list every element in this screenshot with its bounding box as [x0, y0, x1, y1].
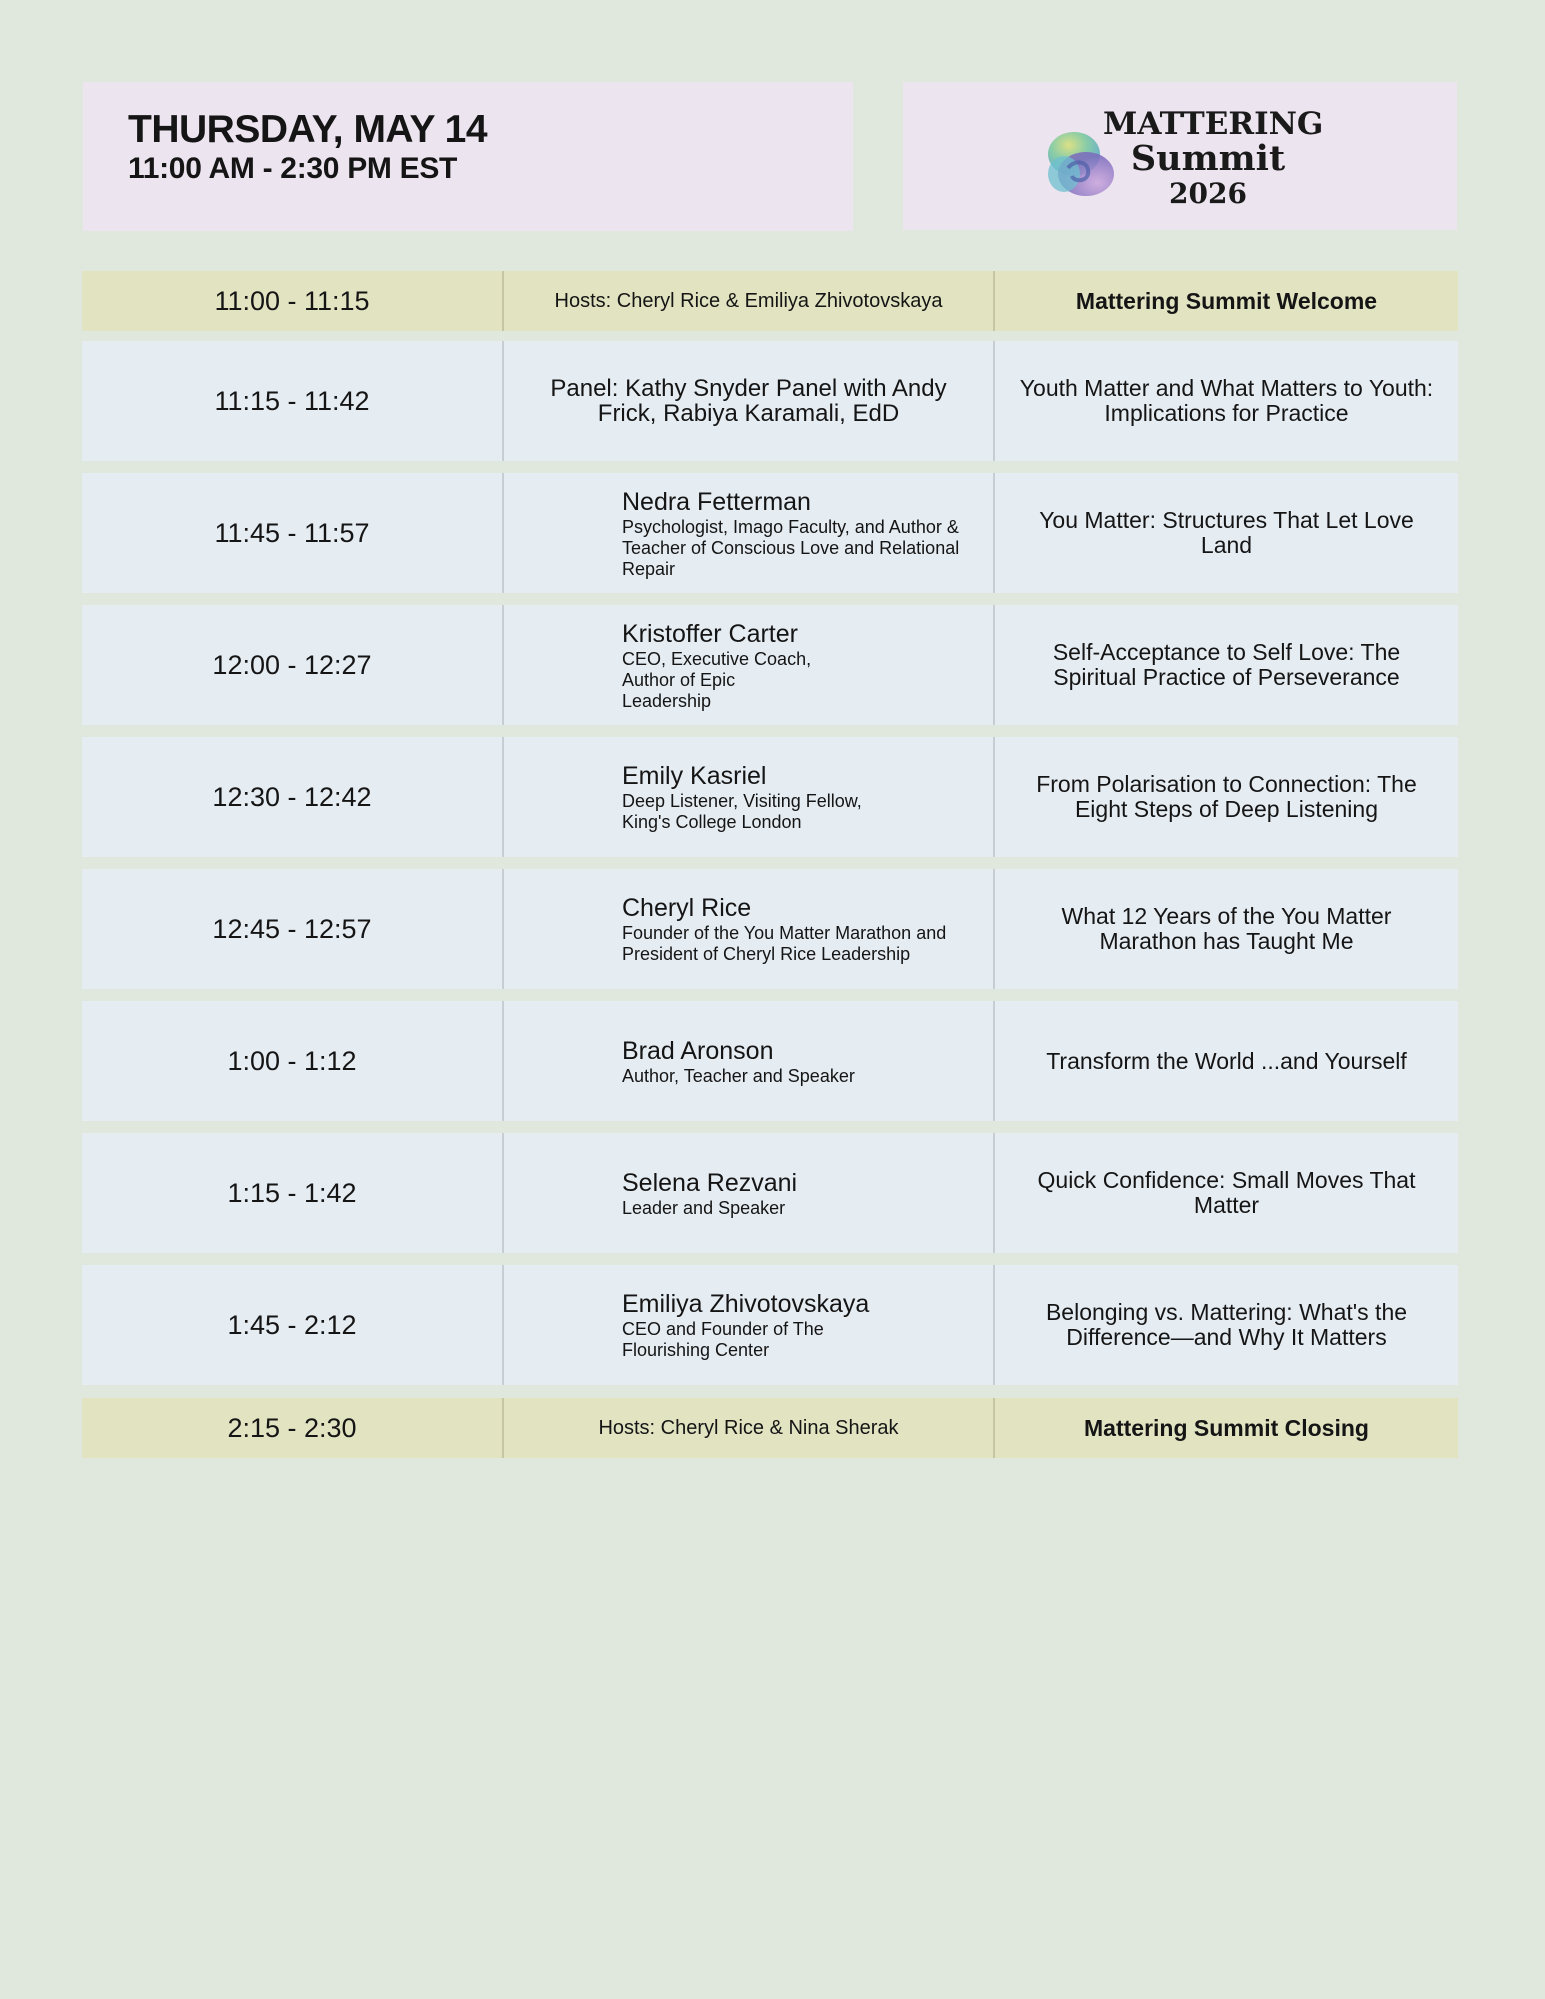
session-title: Mattering Summit Welcome [1075, 287, 1378, 314]
speaker-role: Author, Teacher and Speaker [622, 1065, 855, 1086]
hosts-label: Hosts: Cheryl Rice & Emiliya Zhivotovskaya [554, 289, 943, 312]
schedule-row [82, 605, 1458, 725]
session-time: 11:00 - 11:15 [82, 271, 504, 331]
session-time: 1:15 - 1:42 [82, 1133, 504, 1253]
session-speaker [504, 869, 995, 989]
speaker-role: Founder of the You Matter Marathon and President of Cheryl Rice Leadership [622, 923, 947, 964]
session-time: 12:45 - 12:57 [82, 869, 504, 989]
session-speaker [504, 473, 995, 593]
session-time: 2:15 - 2:30 [82, 1398, 504, 1458]
session-time: 1:00 - 1:12 [82, 1001, 504, 1121]
speaker-role: CEO, Executive Coach, Author of Epic Leadership [622, 648, 812, 711]
session-title: Mattering Summit Closing [1084, 1414, 1369, 1441]
schedule-row [82, 473, 1458, 593]
schedule-row-welcome [82, 271, 1458, 331]
session-hosts [504, 1398, 995, 1458]
session-speaker [504, 1133, 995, 1253]
logo-line-mattering: MATTERING [1103, 106, 1324, 142]
session-title: Belonging vs. Mattering: What's the Difference—and Why It Matters [1045, 1299, 1408, 1350]
session-speaker [504, 605, 995, 725]
event-date: THURSDAY, MAY 14 [128, 108, 488, 151]
schedule-row [82, 1001, 1458, 1121]
logo-wordmark [1103, 106, 1324, 211]
speaker-role: Deep Listener, Visiting Fellow, King's College London [622, 791, 862, 832]
speaker-name: Brad Aronson [622, 1036, 774, 1065]
speaker-name: Selena Rezvani [622, 1168, 798, 1197]
session-title: Quick Confidence: Small Moves That Matter [1037, 1167, 1416, 1218]
speaker-name: Emiliya Zhivotovskaya [622, 1290, 870, 1318]
session-speaker [504, 1001, 995, 1121]
speaker-name: Emily Kasriel [622, 762, 767, 790]
speaker-role: Leader and Speaker [622, 1197, 786, 1218]
speaker-name: Nedra Fetterman [622, 487, 811, 516]
session-time: 11:45 - 11:57 [82, 473, 504, 593]
session-time: 12:00 - 12:27 [82, 605, 504, 725]
schedule-row [82, 869, 1458, 989]
session-speaker [504, 737, 995, 857]
schedule-row [82, 341, 1458, 461]
schedule-row-closing [82, 1398, 1458, 1458]
schedule-row [82, 1133, 1458, 1253]
session-title: You Matter: Structures That Let Love Land [1039, 507, 1414, 558]
date-header [83, 82, 853, 231]
session-title: Youth Matter and What Matters to Youth: Implications for Practice [1019, 375, 1434, 426]
speaker-name: Kristoffer Carter [622, 619, 798, 648]
schedule-row [82, 1265, 1458, 1385]
logo-line-summit: Summit [1130, 138, 1286, 179]
logo-line-year: 2026 [1169, 177, 1247, 210]
event-time-range: 11:00 AM - 2:30 PM EST [128, 152, 458, 185]
session-time: 12:30 - 12:42 [82, 737, 504, 857]
session-title: From Polarisation to Connection: The Eight Steps of Deep Listening [1036, 771, 1417, 822]
speaker-name: Cheryl Rice [622, 894, 752, 922]
session-time: 11:15 - 11:42 [82, 341, 504, 461]
session-time: 1:45 - 2:12 [82, 1265, 504, 1385]
session-title: Transform the World ...and Yourself [1046, 1047, 1407, 1074]
session-hosts [504, 271, 995, 331]
panel-speakers: Panel: Kathy Snyder Panel with Andy Frick, Rabiya Karamali, EdD [550, 375, 947, 427]
summit-logo [903, 82, 1457, 230]
schedule-row [82, 737, 1458, 857]
session-speaker [504, 1265, 995, 1385]
session-title: What 12 Years of the You Matter Marathon has Taught Me [1061, 903, 1392, 954]
session-speaker [504, 341, 995, 461]
speaker-role: Psychologist, Imago Faculty, and Author & Teacher of Conscious Love and Relational Repair [622, 516, 960, 579]
hosts-label: Hosts: Cheryl Rice & Nina Sherak [598, 1416, 899, 1439]
speaker-role: CEO and Founder of The Flourishing Center [622, 1319, 824, 1360]
session-title: Self-Acceptance to Self Love: The Spiritual Practice of Perseverance [1052, 639, 1401, 690]
